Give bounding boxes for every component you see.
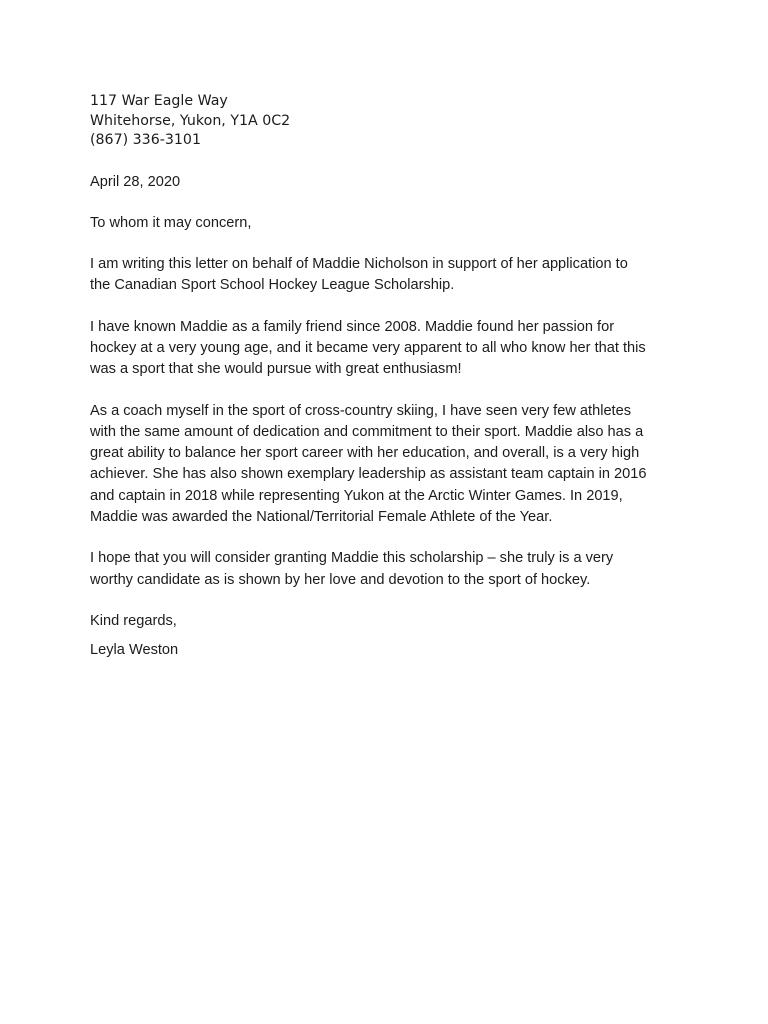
paragraph-3 bbox=[90, 401, 690, 529]
sender-city: Whitehorse, Yukon, Y1A 0C2 bbox=[90, 112, 291, 129]
letter bbox=[90, 92, 690, 662]
paragraph-line: the Canadian Sport School Hockey League Scholarship. bbox=[90, 277, 455, 294]
paragraph-1 bbox=[90, 254, 690, 297]
signature: Leyla Weston bbox=[90, 642, 179, 659]
sender-phone: (867) 336-3101 bbox=[90, 132, 201, 148]
paragraph-4 bbox=[90, 548, 690, 591]
paragraph-line: great ability to balance her sport career with her education, and overall, is a very high bbox=[90, 445, 640, 462]
paragraph-line: with the same amount of dedication and commitment to their sport. Maddie also has a bbox=[90, 423, 644, 440]
letter-date: April 28, 2020 bbox=[90, 173, 181, 190]
paragraph-line: was a sport that she would pursue with great enthusiasm! bbox=[90, 361, 462, 378]
paragraph-line: I am writing this letter on behalf of Maddie Nicholson in support of her application to bbox=[90, 256, 628, 273]
paragraph-line: and captain in 2018 while representing Yukon at the Arctic Winter Games. In 2019, bbox=[90, 487, 623, 504]
paragraph-2 bbox=[90, 317, 690, 381]
paragraph-line: achiever. She has also shown exemplary leadership as assistant team captain in 2016 bbox=[90, 466, 647, 483]
paragraph-line: As a coach myself in the sport of cross-country skiing, I have seen very few athletes bbox=[90, 402, 632, 419]
paragraph-line: I hope that you will consider granting Maddie this scholarship – she truly is a very bbox=[90, 550, 614, 567]
paragraph-line: Maddie was awarded the National/Territorial Female Athlete of the Year. bbox=[90, 509, 553, 526]
paragraph-line: hockey at a very young age, and it became very apparent to all who know her that this bbox=[90, 339, 646, 356]
closing: Kind regards, bbox=[90, 612, 177, 629]
sender-address bbox=[90, 92, 690, 151]
salutation: To whom it may concern, bbox=[90, 214, 252, 231]
sender-street: 117 War Eagle Way bbox=[90, 93, 228, 109]
paragraph-line: I have known Maddie as a family friend since 2008. Maddie found her passion for bbox=[90, 318, 615, 335]
paragraph-line: worthy candidate as is shown by her love and devotion to the sport of hockey. bbox=[90, 571, 591, 588]
